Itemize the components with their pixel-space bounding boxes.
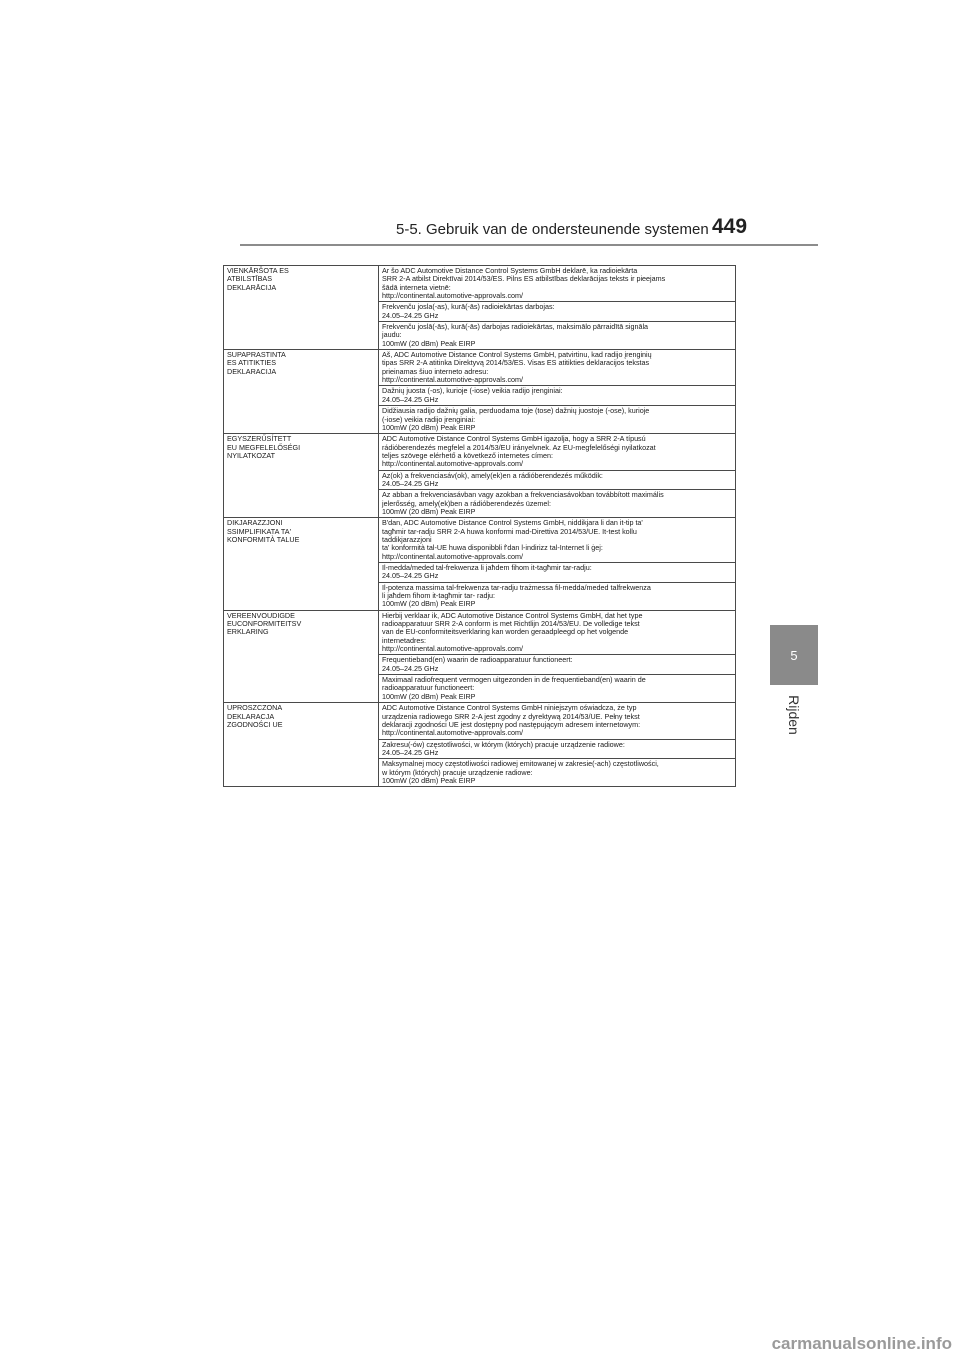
table-cell: Il-medda/meded tal-frekwenza li jaħdem fihom it-tagħmir tar-radju: 24.05–24.25 GHz: [379, 563, 736, 583]
table-cell: Maksymalnej mocy częstotliwości radiowej emitowanej w zakresie(-ach) częstotliwości, w którym (których) pracuje urządzenie radiowe: 100mW (20 dBm) Peak EIRP: [379, 759, 736, 787]
chapter-tab[interactable]: [770, 625, 818, 685]
table-cell: Frequentieband(en) waarin de radioapparatuur functioneert: 24.05–24.25 GHz: [379, 655, 736, 675]
table-row: [224, 703, 736, 739]
chapter-label: [770, 690, 818, 740]
table-cell: Az abban a frekvenciasávban vagy azokban a frekvenciasávokban továbbított maximális jelerősség, amely(ek)ben a rádióberendezés üzemel: 100mW (20 dBm) Peak EIRP: [379, 490, 736, 518]
table-cell: B'dan, ADC Automotive Distance Control Systems GmbH, niddikjara li dan it-tip ta' tagħmir tar-radju SRR 2-A huwa konformi mad-Direttiva 2014/53/UE. It-test kollu taddikjarazzjoni ta' konformità tal-UE huwa disponibbli f'dan l-indirizz tal-Internet li ġej: http://continental.automotive-approvals.com/: [379, 518, 736, 563]
table-cell: Ar šo ADC Automotive Distance Control Systems GmbH deklarē, ka radioiekārta SRR 2-A atbilst Direktīvai 2014/53/ES. Pilns ES atbilstības deklarācijas teksts ir pieejams šādā interneta vietnē: http://continental.automotive-approvals.com/: [379, 266, 736, 302]
table-row: [224, 518, 736, 563]
table-row: [224, 350, 736, 386]
section-title: SUPAPRASTINTA ES ATITIKTIES DEKLARACIJA: [224, 350, 379, 434]
table-cell: Hierbij verklaar ik, ADC Automotive Distance Control Systems GmbH, dat het type radioapparatuur SRR 2-A conform is met Richtlijn 2014/53/EU. De volledige tekst van de EU-conformiteitsverklaring kan worden geraadpleegd op het volgende internetadres: http://continental.automotive-approvals.com/: [379, 610, 736, 655]
header-title: 5-5. Gebruik van de ondersteunende systemen: [396, 221, 709, 238]
table-cell: Dažnių juosta (-os), kurioje (-iose) veikia radijo įrenginiai: 24.05–24.25 GHz: [379, 386, 736, 406]
table-cell: Maximaal radiofrequent vermogen uitgezonden in de frequentieband(en) waarin de radioapparatuur functioneert: 100mW (20 dBm) Peak EIRP: [379, 675, 736, 703]
table-cell: Frekvenču josla(-as), kurā(-ās) radioiekārtas darbojas: 24.05–24.25 GHz: [379, 302, 736, 322]
table-cell: ADC Automotive Distance Control Systems GmbH niniejszym oświadcza, że typ urządzenia radiowego SRR 2-A jest zgodny z dyrektywą 2014/53/UE. Pełny tekst deklaracji zgodności UE jest dostępny pod następującym adresem internetowym: http://continental.automotive-approvals.com/: [379, 703, 736, 739]
table-cell: Il-potenza massima tal-frekwenza tar-radju trażmessa fil-medda/meded talfrekwenza li jaħdem fihom it-tagħmir tar- radju: 100mW (20 dBm) Peak EIRP: [379, 582, 736, 610]
section-title: VIENKĀRŠOTA ES ATBILSTĪBAS DEKLARĀCIJA: [224, 266, 379, 350]
header-rule: [240, 244, 818, 246]
page-number: 449: [712, 215, 748, 238]
table-cell: Didžiausia radijo dažnių galia, perduodama toje (tose) dažnių juostoje (-ose), kurioje (-iose) veikia radijo įrenginiai: 100mW (20 dBm) Peak EIRP: [379, 406, 736, 434]
table-row: [224, 266, 736, 302]
section-title: UPROSZCZONA DEKLARACJA ZGODNOŚCI UE: [224, 703, 379, 787]
section-title: VEREENVOUDIGDE EUCONFORMITEITSV ERKLARING: [224, 610, 379, 702]
table-cell: Aš, ADC Automotive Distance Control Systems GmbH, patvirtinu, kad radijo įrenginių tipas SRR 2-A atitinka Direktyvą 2014/53/ES. Visas ES atitikties deklaracijos tekstas prieinamas šiuo interneto adresu: http://continental.automotive-approvals.com/: [379, 350, 736, 386]
section-title: EGYSZERŰSÍTETT EU MEGFELELŐSÉGI NYILATKOZAT: [224, 434, 379, 518]
table-cell: Az(ok) a frekvenciasáv(ok), amely(ek)en a rádióberendezés működik: 24.05–24.25 GHz: [379, 470, 736, 490]
chapter-label-text: Rijden: [785, 695, 802, 735]
table-row: [224, 610, 736, 655]
declaration-table: [223, 265, 736, 787]
section-title: DIKJARAZZJONI SSIMPLIFIKATA TA' KONFORMITÀ TALUE: [224, 518, 379, 610]
table-cell: Frekvenču joslā(-ās), kurā(-ās) darbojas radioiekārtas, maksimālo pārraidītā signāla jaudu: 100mW (20 dBm) Peak EIRP: [379, 322, 736, 350]
table-cell: Zakresu(-ów) częstotliwości, w którym (których) pracuje urządzenie radiowe: 24.05–24.25 GHz: [379, 739, 736, 759]
watermark: carmanualsonline.info: [771, 1334, 952, 1353]
table-row: [224, 434, 736, 470]
table-cell: ADC Automotive Distance Control Systems GmbH igazolja, hogy a SRR 2-A típusú rádióberendezés megfelel a 2014/53/EU irányelvnek. Az EU-megfelelőségi nyilatkozat teljes szövege elérhető a következő internetes címen: http://continental.automotive-approvals.com/: [379, 434, 736, 470]
chapter-number: 5: [790, 647, 798, 663]
